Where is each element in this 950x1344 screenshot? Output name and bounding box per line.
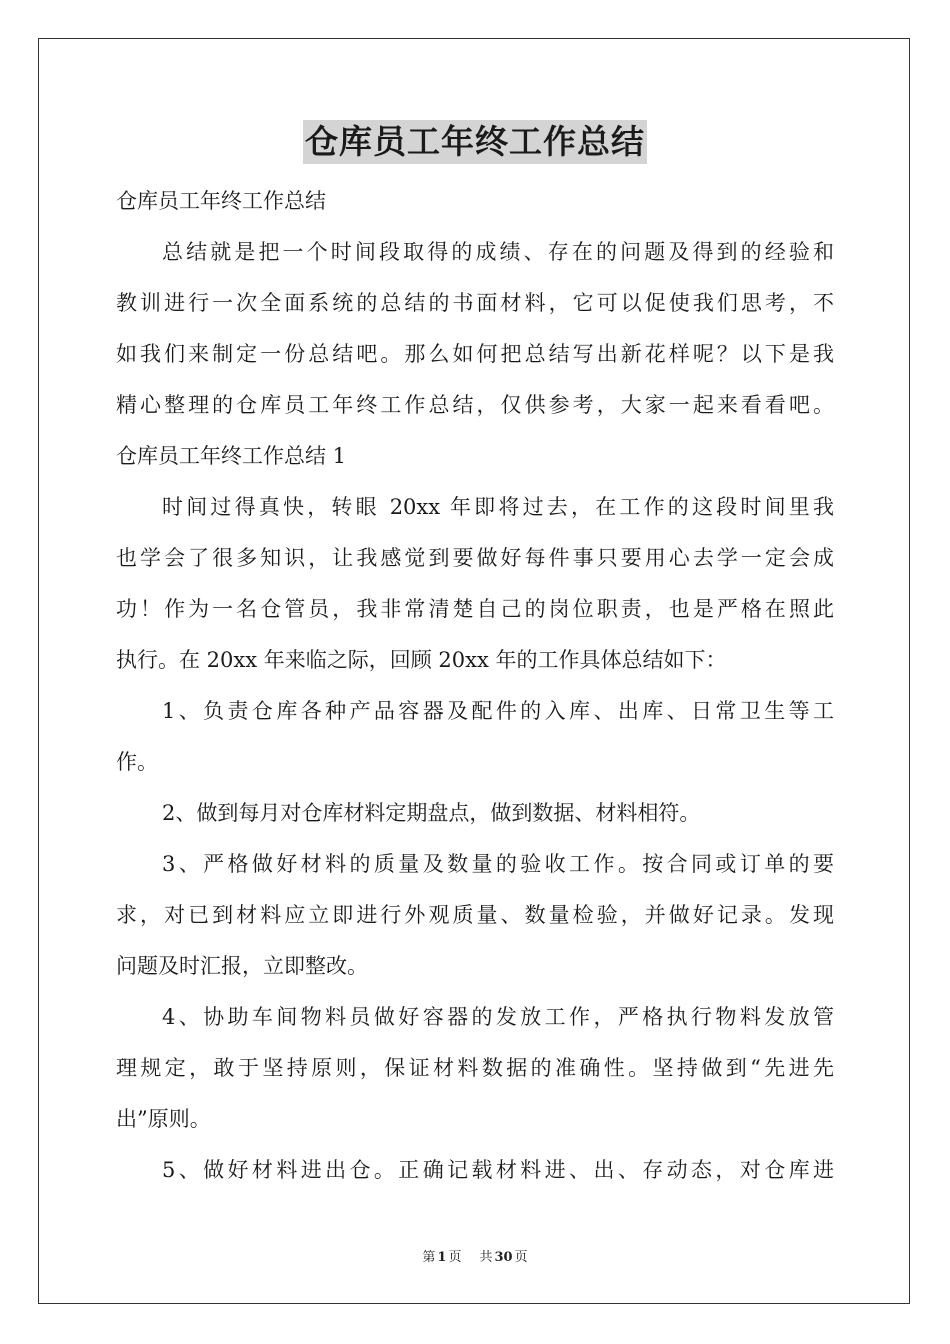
page-prefix: 第 xyxy=(422,1250,436,1265)
paragraph-line: 精心整理的仓库员工年终工作总结，仅供参考，大家一起来看看吧。 xyxy=(116,393,834,417)
list-item-line: 出”原则。 xyxy=(116,1107,211,1131)
list-item-line: 作。 xyxy=(116,750,158,774)
paragraph-line: 如我们来制定一份总结吧。那么如何把总结写出新花样呢？以下是我 xyxy=(116,342,834,366)
title-container xyxy=(0,120,950,164)
list-item-line: 理规定，敢于坚持原则，保证材料数据的准确性。坚持做到“先进先 xyxy=(116,1056,834,1080)
paragraph-line: 也学会了很多知识，让我感觉到要做好每件事只要用心去学一定会成 xyxy=(116,546,834,570)
paragraph-line: 执行。在 20xx 年来临之际，回顾 20xx 年的工作具体总结如下： xyxy=(116,648,727,672)
page-footer xyxy=(0,1246,950,1265)
paragraph-line: 教训进行一次全面系统的总结的书面材料，它可以促使我们思考，不 xyxy=(116,291,834,315)
list-item-line: 3、严格做好材料的质量及数量的验收工作。按合同或订单的要 xyxy=(162,852,834,876)
document-title: 仓库员工年终工作总结 xyxy=(303,120,647,164)
section-heading: 仓库员工年终工作总结 1 xyxy=(116,444,347,468)
list-item-line: 4、协助车间物料员做好容器的发放工作，严格执行物料发放管 xyxy=(162,1005,834,1029)
current-page-number: 1 xyxy=(437,1250,447,1265)
list-item-line: 求，对已到材料应立即进行外观质量、数量检验，并做好记录。发现 xyxy=(116,903,834,927)
paragraph-line: 时间过得真快，转眼 20xx 年即将过去，在工作的这段时间里我 xyxy=(162,495,834,519)
list-item-line: 5、做好材料进出仓。正确记载材料进、出、存动态，对仓库进 xyxy=(162,1158,834,1182)
total-page-number: 30 xyxy=(494,1250,513,1265)
subtitle-line: 仓库员工年终工作总结 xyxy=(116,189,326,213)
total-prefix: 共 xyxy=(479,1250,493,1265)
total-unit: 页 xyxy=(514,1250,528,1265)
list-item-line: 1、负责仓库各种产品容器及配件的入库、出库、日常卫生等工 xyxy=(162,699,834,723)
document-body xyxy=(116,176,834,1196)
list-item-line: 2、做到每月对仓库材料定期盘点，做到数据、材料相符。 xyxy=(162,801,701,825)
page-unit: 页 xyxy=(448,1250,462,1265)
paragraph-line: 总结就是把一个时间段取得的成绩、存在的问题及得到的经验和 xyxy=(162,240,834,264)
list-item-line: 问题及时汇报，立即整改。 xyxy=(116,954,368,978)
paragraph-line: 功！作为一名仓管员，我非常清楚自己的岗位职责，也是严格在照此 xyxy=(116,597,834,621)
